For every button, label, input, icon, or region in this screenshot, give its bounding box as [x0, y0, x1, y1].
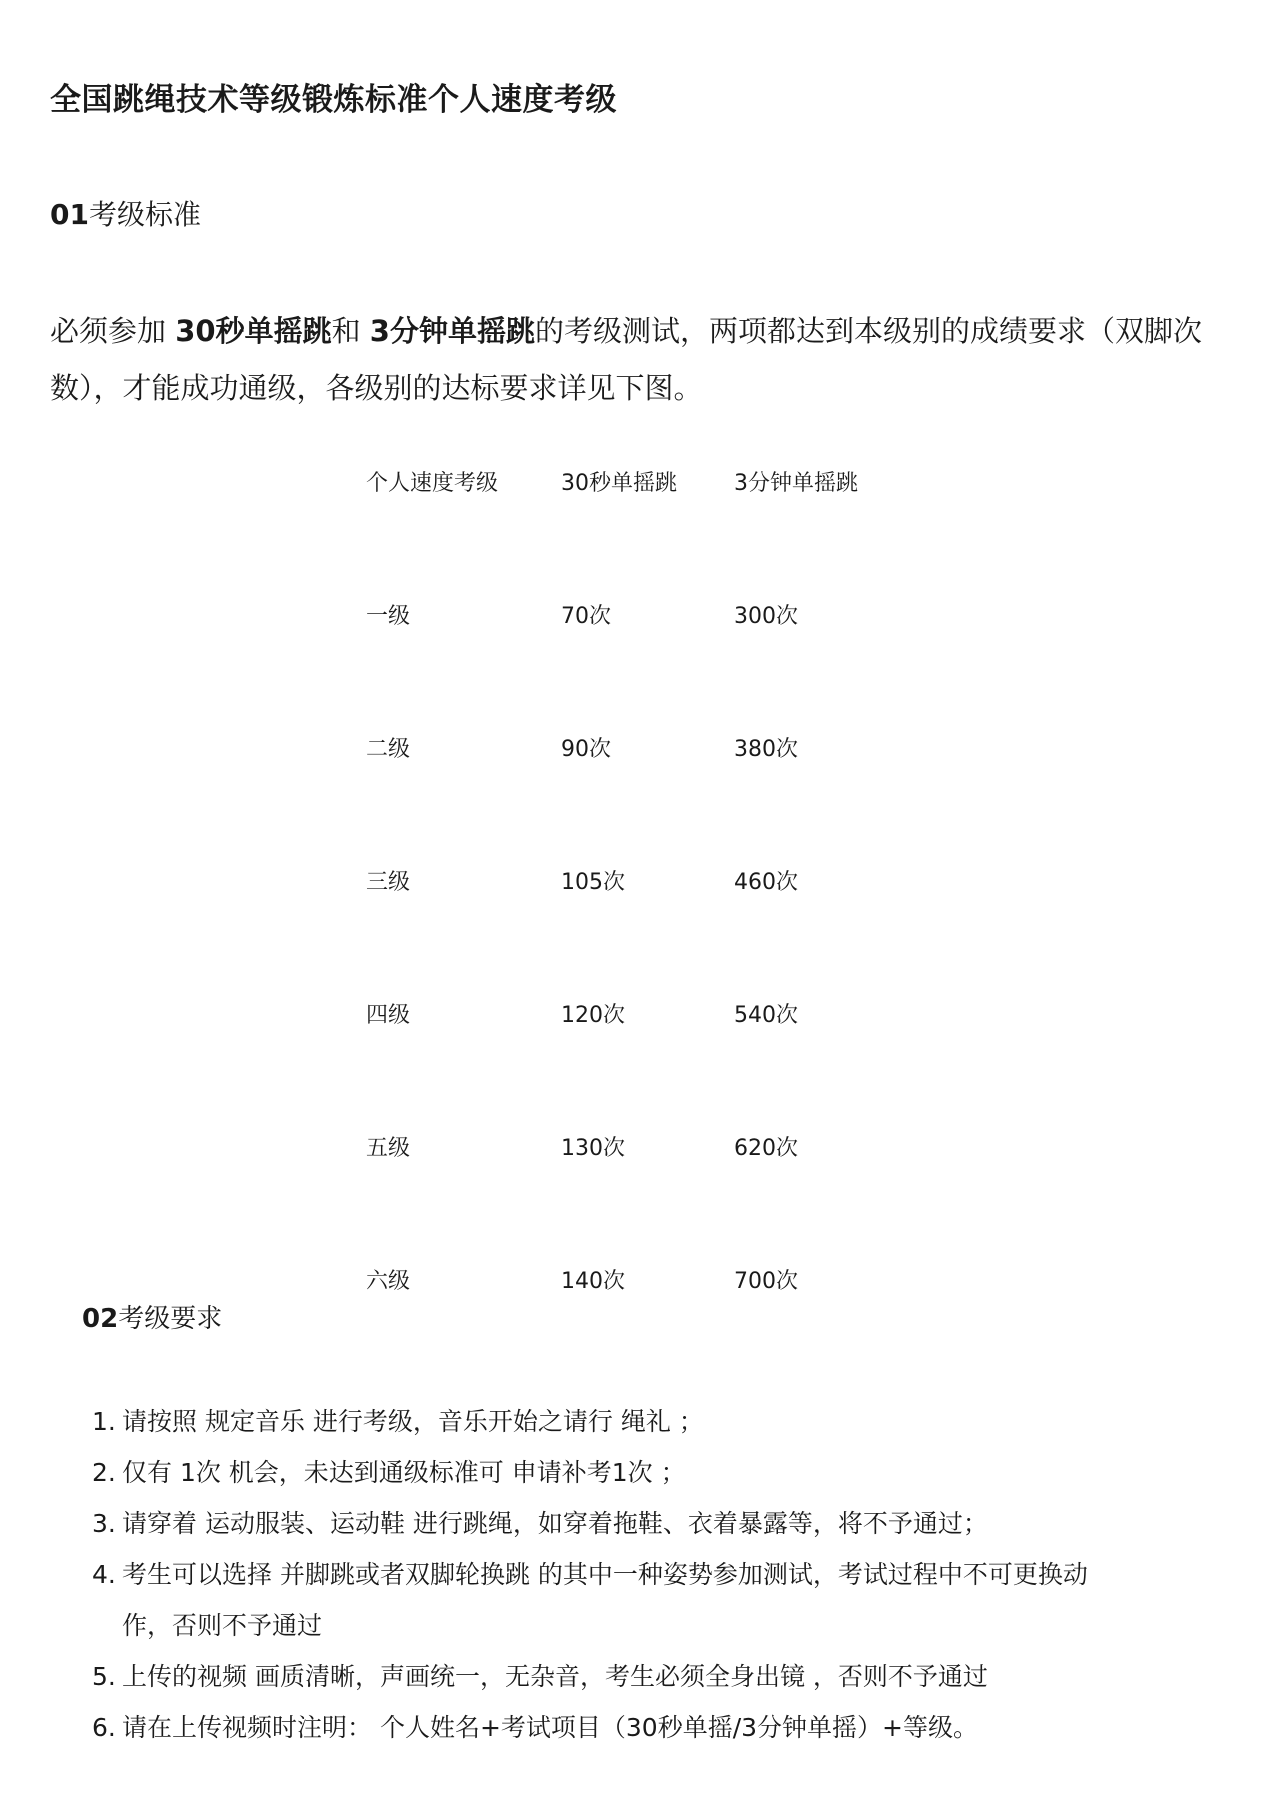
list-item	[92, 1651, 1192, 1702]
table-cell: 620次	[734, 1136, 798, 1161]
table-cell: 140次	[561, 1269, 625, 1294]
table-cell: 三级	[366, 870, 411, 895]
table-cell: 130次	[561, 1136, 625, 1161]
requirements-list	[92, 1396, 1192, 1753]
list-item-number: 2.	[92, 1458, 116, 1487]
table-cell: 380次	[734, 737, 798, 762]
page-title: 全国跳绳技术等级锻炼标准个人速度考级	[50, 82, 617, 118]
table-cell: 70次	[561, 604, 611, 629]
list-item-number: 1.	[92, 1407, 116, 1436]
table-cell: 700次	[734, 1269, 798, 1294]
list-item-text: 仅有 1次 机会，未达到通级标准可 申请补考1次 ；	[122, 1458, 686, 1487]
table-cell: 二级	[366, 737, 411, 762]
section-label: 考级要求	[118, 1304, 223, 1334]
intro-bold-30s: 30秒单摇跳	[175, 314, 332, 348]
table-header-cell: 30秒单摇跳	[561, 471, 677, 496]
table-cell: 105次	[561, 870, 625, 895]
section-heading-standard	[50, 198, 201, 232]
intro-text: 和	[331, 314, 370, 348]
table-cell: 90次	[561, 737, 611, 762]
list-item-text: 请在上传视频时注明： 个人姓名+考试项目（30秒单摇/3分钟单摇）+等级。	[122, 1713, 978, 1742]
list-item	[92, 1447, 1192, 1498]
table-cell: 六级	[366, 1269, 411, 1294]
list-item-text: 上传的视频 画质清晰，声画统一，无杂音，考生必须全身出镜 ，否则不予通过	[122, 1662, 988, 1691]
list-item	[92, 1498, 1192, 1549]
table-header-cell: 3分钟单摇跳	[734, 471, 858, 496]
list-item-number: 4.	[92, 1560, 116, 1589]
table-cell: 四级	[366, 1003, 411, 1028]
intro-bold-3min: 3分钟单摇跳	[369, 314, 535, 348]
table-cell: 540次	[734, 1003, 798, 1028]
list-item	[92, 1702, 1192, 1753]
list-item-number: 5.	[92, 1662, 116, 1691]
table-cell: 五级	[366, 1136, 411, 1161]
intro-text: 的考级测试，两项都达到本级别的成绩要求（双脚次数），才能成功通级，各级别的达标要求详见下图。	[50, 314, 1202, 405]
table-cell: 120次	[561, 1003, 625, 1028]
list-item	[92, 1396, 1192, 1447]
intro-text: 必须参加	[50, 314, 176, 348]
list-item-number: 6.	[92, 1713, 116, 1742]
list-item-text: 请穿着 运动服装、运动鞋 进行跳绳，如穿着拖鞋、衣着暴露等，将不予通过；	[122, 1509, 988, 1538]
table-cell: 460次	[734, 870, 798, 895]
section-number: 02	[82, 1304, 119, 1334]
section-number: 01	[50, 198, 89, 231]
section-label: 考级标准	[88, 198, 201, 231]
table-cell: 300次	[734, 604, 798, 629]
list-item-number: 3.	[92, 1509, 116, 1538]
list-item-text: 考生可以选择 并脚跳或者双脚轮换跳 的其中一种姿势参加测试，考试过程中不可更换动作，否则不予通过	[122, 1560, 1088, 1640]
list-item	[92, 1549, 1122, 1651]
table-header-cell: 个人速度考级	[366, 471, 499, 496]
section-heading-requirements	[82, 1304, 222, 1335]
intro-paragraph	[50, 303, 1250, 417]
list-item-text: 请按照 规定音乐 进行考级，音乐开始之请行 绳礼 ；	[122, 1407, 704, 1436]
table-cell: 一级	[366, 604, 411, 629]
